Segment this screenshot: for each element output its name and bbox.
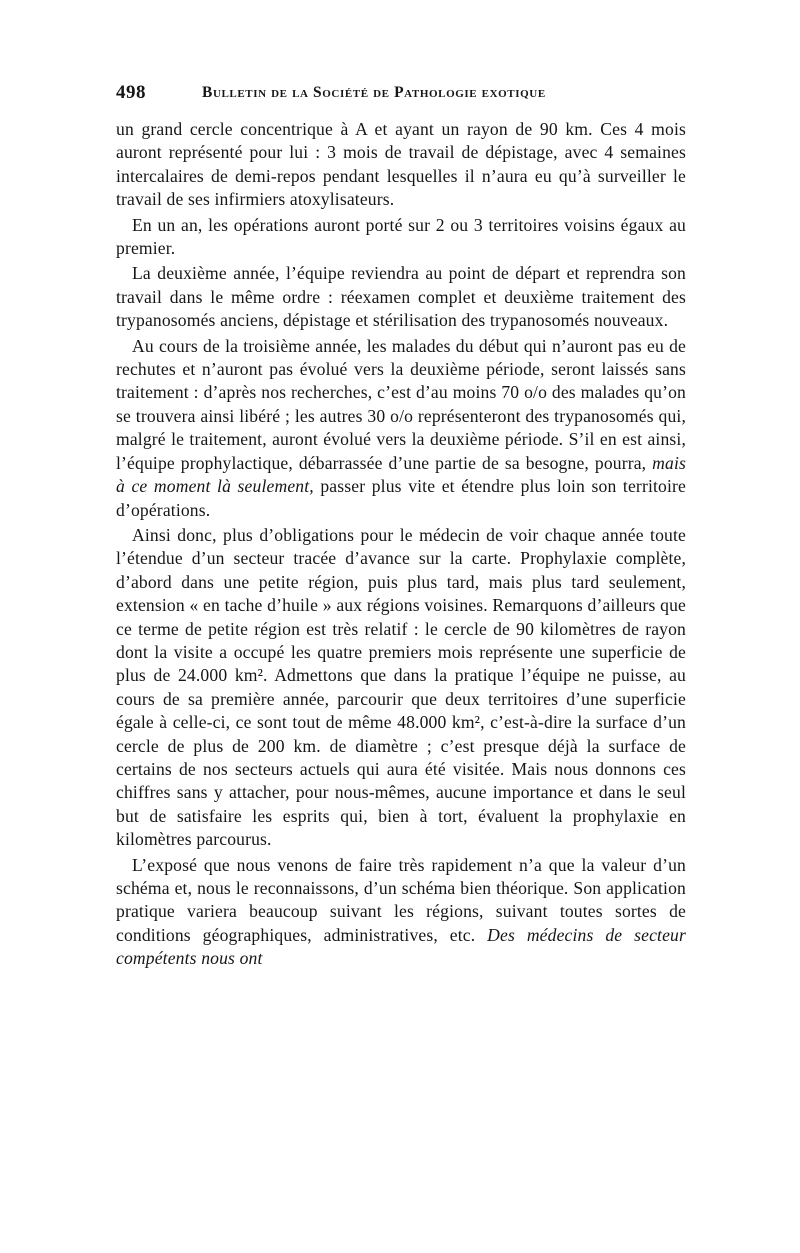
paragraph-third-year-emphasis: mais à ce moment là seulement, (116, 452, 686, 497)
paragraph-expose-emphasis: Des médecins de secteur compétents nous ont (116, 924, 686, 969)
paragraph-second-year: La deuxième année, l’équipe reviendra au point de départ et reprendra son travail dans le même ordre : réexamen complet et deuxième traitement des trypanosomés anciens, dépistage et stérilisation des trypanosomés nouveaux. (116, 263, 686, 331)
document-page (116, 82, 686, 971)
body-text (116, 118, 686, 971)
paragraph-expose (116, 854, 686, 971)
running-title: Bulletin de la Société de Pathologie exotique (202, 84, 546, 101)
paragraph-ainsi-donc: Ainsi donc, plus d’obligations pour le médecin de voir chaque année toute l’étendue d’un secteur tracée d’avance sur la carte. Prophylaxie complète, d’abord dans une petite région, puis plus tard, mais plus tard seulement, extension « en tache d’huile » aux régions voisines. Remarquons d’ailleurs que ce terme de petite région est très relatif : le cercle de 90 kilomètres de rayon dont la visite a occupé les quatre premiers mois représente une superficie de plus de 24.000 km². Admettons que dans la pratique l’équipe ne puisse, au cours de sa première année, parcourir que deux territoires d’une superficie égale à celle-ci, ce sont tout de même 48.000 km², c’est-à-dire la surface d’un cercle de plus de 200 km. de diamètre ; c’est presque déjà la surface de certains de nos secteurs actuels qui aura été visitée. Mais nous donnons ces chiffres sans y attacher, pour nous-mêmes, aucune importance et dans le seul but de satisfaire les esprits qui, bien à tort, évaluent la prophylaxie en kilomètres parcourus. (116, 524, 686, 850)
page-header (116, 82, 686, 104)
paragraph-expose-text: L’exposé que nous venons de faire très rapidement n’a que la valeur d’un schéma et, nous le reconnaissons, d’un schéma bien théorique. Son application pratique variera beaucoup suivant les régions, suivant toutes sortes de conditions géographiques, administratives, etc. (116, 854, 686, 945)
page-number: 498 (116, 82, 146, 103)
paragraph-first-year: En un an, les opérations auront porté sur 2 ou 3 territoires voisins égaux au premier. (116, 214, 686, 259)
paragraph-third-year-text: Au cours de la troisième année, les malades du début qui n’auront pas eu de rechutes et n’auront pas évolué vers la deuxième période, seront laissés sans traitement : d’après nos recherches, c’est d’au moins 70 o/o des malades qu’on se trouvera ainsi libéré ; les autres 30 o/o représenteront des trypanosomés qui, malgré le traitement, auront évolué vers la deuxième période. S’il en est ainsi, l’équipe prophylactique, débarrassée d’une partie de sa besogne, pourra, (116, 335, 686, 473)
paragraph-third-year-text-end: passer plus vite et étendre plus loin son territoire d’opérations. (116, 476, 686, 520)
paragraph-continuation: un grand cercle concentrique à A et ayant un rayon de 90 km. Ces 4 mois auront représenté pour lui : 3 mois de travail de dépistage, avec 4 semaines intercalaires de demi-repos pendant lesquelles il n’aura eu qu’à surveiller le travail de ses infirmiers atoxylisateurs. (116, 119, 686, 210)
paragraph-third-year (116, 335, 686, 522)
